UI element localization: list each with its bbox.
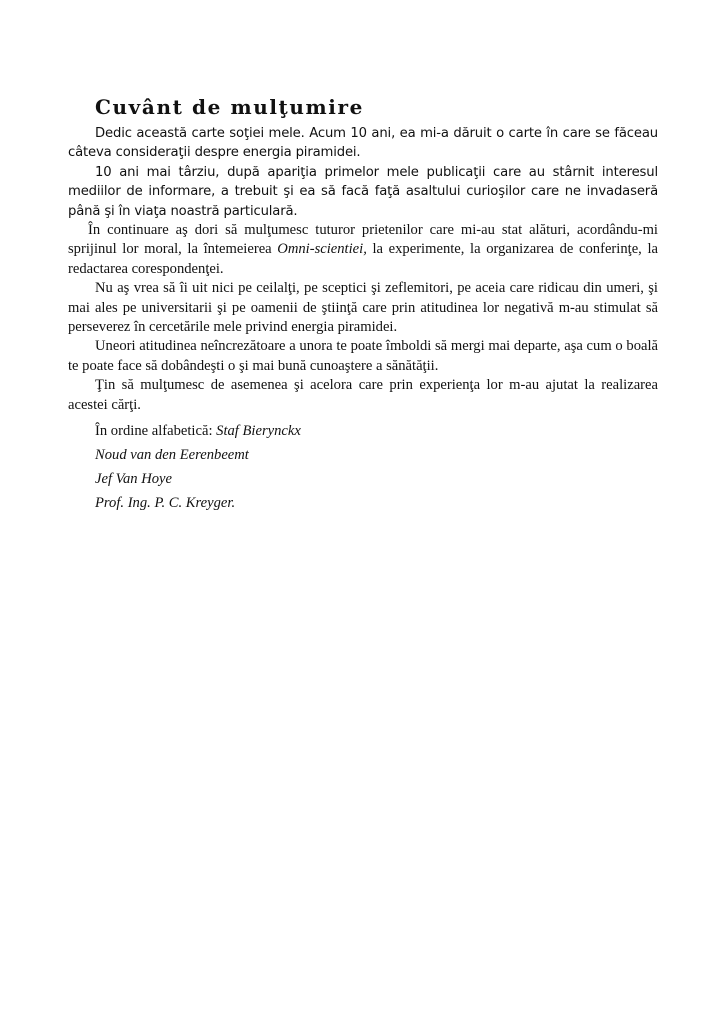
paragraph-thanks-friends-text-end: la experimente, la organizarea de conferinţe, la redactarea corespondenţei. (68, 241, 658, 277)
acknowledgements-list (68, 419, 658, 515)
paragraph-thanks-experience: Ţin să mulţumesc de asemenea şi acelora care prin experienţa lor m-au ajutat la realizarea acestei cărţi. (68, 377, 658, 413)
paragraph-thanks-friends-text-start: În continuare aş dori să mulţumesc tuturor prietenilor care mi-au stat alături, acordându-mi sprijinul lor moral, la întemeierea (68, 222, 658, 258)
acknowledgement-name: Noud van den Eerenbeemt (95, 447, 249, 464)
paragraph-ten-years-later: 10 ani mai târziu, după apariţia primelor mele publicaţii care au stârnit interesul mediilor de informare, a trebuit şi ea să facă faţă asaltului curioşilor care ne invadaseră până şi în viaţa noastră particulară. (68, 164, 658, 219)
acknowledgement-name: Jef Van Hoye (95, 471, 172, 488)
paragraph-sceptics: Nu aş vrea să îi uit nici pe ceilalţi, pe sceptici şi zeflemitori, pe aceia care ridicau din umeri, şi mai ales pe universitarii şi pe oamenii de ştiinţă care prin atitudinea lor negativă m-au stimulat să perseverez în cercetările mele privind energia piramidei. (68, 280, 658, 336)
paragraph-distrust: Uneori atitudinea neîncrezătoare a unora te poate îmboldi să mergi mai departe, aşa cum o boală te poate face să dobândeşti o şi mai bună cunoaştere a sănătăţii. (68, 338, 658, 374)
acknowledgement-name: Staf Bierynckx (216, 423, 301, 440)
paragraph-dedication: Dedic această carte soţiei mele. Acum 10 ani, ea mi-a dăruit o carte în care se făceau câteva consideraţii despre energia piramidei. (68, 126, 658, 161)
omni-scientia-term: Omni-scientiei, (277, 241, 367, 258)
paragraph-thanks-friends (68, 221, 658, 279)
acknowledgement-name: Prof. Ing. P. C. Kreyger. (95, 495, 236, 512)
document-page (68, 94, 658, 515)
acknowledgements-intro: În ordine alfabetică: (95, 423, 217, 440)
page-title: Cuvânt de mulţumire (95, 95, 364, 119)
acknowledgement-line-first (95, 419, 658, 443)
